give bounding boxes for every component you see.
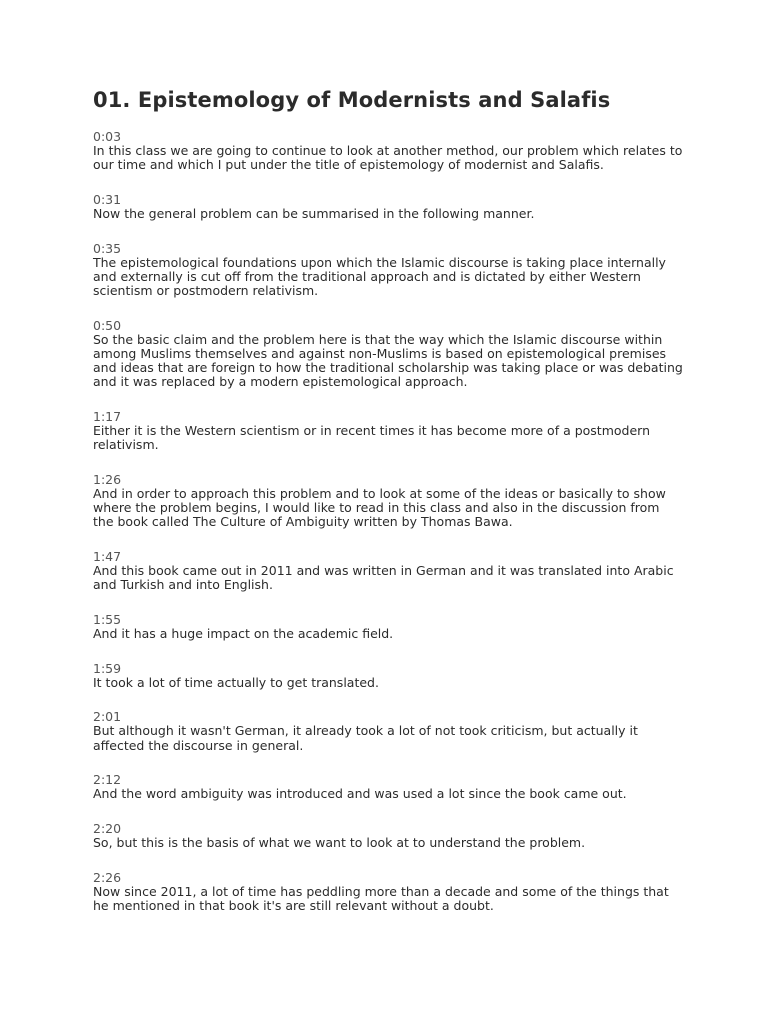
entry-timestamp: 1:26 bbox=[93, 471, 122, 487]
entry-timestamp: 2:01 bbox=[93, 709, 122, 725]
entry-text: And this book came out in 2011 and was written in German and it was translated into Arabic and Turkish and into English. bbox=[93, 563, 674, 593]
transcript-entry bbox=[93, 613, 683, 641]
entry-text: Now the general problem can be summarised in the following manner. bbox=[93, 205, 535, 221]
transcript-entry bbox=[93, 193, 683, 221]
entry-timestamp: 2:20 bbox=[93, 820, 122, 836]
entry-timestamp: 2:26 bbox=[93, 869, 122, 885]
entry-timestamp: 1:17 bbox=[93, 409, 122, 425]
entry-text: It took a lot of time actually to get translated. bbox=[93, 674, 379, 690]
entry-timestamp: 1:47 bbox=[93, 549, 122, 565]
transcript-entry bbox=[93, 662, 683, 690]
transcript-entry bbox=[93, 871, 683, 913]
transcript-entries bbox=[93, 130, 683, 913]
entry-text: Now since 2011, a lot of time has peddling more than a decade and some of the things that he mentioned in that book it's are still relevant without a doubt. bbox=[93, 883, 669, 913]
transcript-entry bbox=[93, 773, 683, 801]
entry-text: Either it is the Western scientism or in recent times it has become more of a postmodern relativism. bbox=[93, 423, 651, 453]
transcript-page bbox=[93, 86, 683, 934]
entry-text: And the word ambiguity was introduced and was used a lot since the book came out. bbox=[93, 786, 627, 802]
entry-timestamp: 0:35 bbox=[93, 240, 122, 256]
entry-timestamp: 0:03 bbox=[93, 129, 122, 144]
transcript-entry bbox=[93, 822, 683, 850]
entry-text: In this class we are going to continue to look at another method, our problem which relates to our time and which I put under the title of epistemology of modernist and Salafis. bbox=[93, 143, 683, 173]
entry-text: And it has a huge impact on the academic field. bbox=[93, 625, 394, 641]
entry-text: So the basic claim and the problem here is that the way which the Islamic discourse within among Muslims themselves and against non-Muslims is based on epistemological premises and ideas that are foreign to how the traditional scholarship was taking place or was debating and it was replaced by a modern epistemological approach. bbox=[93, 331, 683, 390]
transcript-entry bbox=[93, 550, 683, 592]
transcript-entry bbox=[93, 242, 683, 299]
transcript-entry bbox=[93, 710, 683, 752]
entry-text: And in order to approach this problem and to look at some of the ideas or basically to show where the problem begins, I would like to read in this class and also in the discussion from the book called The Culture of Ambiguity written by Thomas Bawa. bbox=[93, 485, 666, 530]
entry-timestamp: 2:12 bbox=[93, 772, 122, 788]
entry-timestamp: 0:50 bbox=[93, 317, 122, 333]
entry-text: So, but this is the basis of what we want to look at to understand the problem. bbox=[93, 834, 586, 850]
entry-text: The epistemological foundations upon which the Islamic discourse is taking place internally and externally is cut off from the traditional approach and is dictated by either Western scientism or postmodern relativism. bbox=[93, 254, 666, 299]
transcript-entry bbox=[93, 473, 683, 530]
transcript-entry bbox=[93, 410, 683, 452]
transcript-entry bbox=[93, 319, 683, 390]
entry-timestamp: 0:31 bbox=[93, 191, 122, 207]
entry-timestamp: 1:55 bbox=[93, 611, 122, 627]
transcript-entry bbox=[93, 130, 683, 172]
document-title: 01. Epistemology of Modernists and Salafis bbox=[93, 88, 611, 112]
entry-timestamp: 1:59 bbox=[93, 660, 122, 676]
entry-text: But although it wasn't German, it already took a lot of not took criticism, but actually it affected the discourse in general. bbox=[93, 723, 638, 753]
